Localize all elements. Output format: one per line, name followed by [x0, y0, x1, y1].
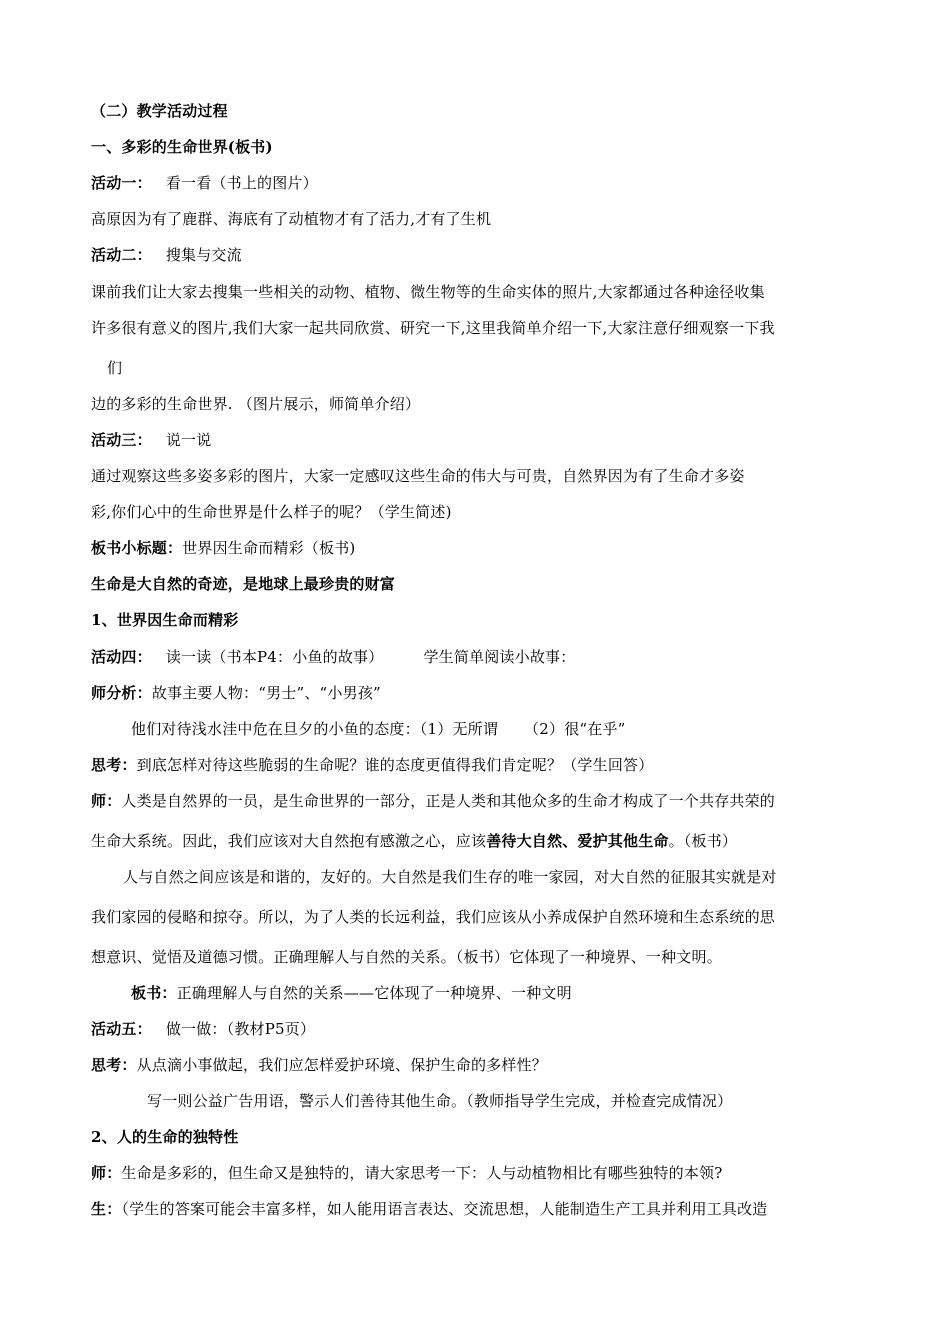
board-subtitle-text: 世界因生命而精彩（板书) — [182, 539, 356, 557]
activity-four-text: 读一读（书本P4：小鱼的故事） — [165, 648, 384, 666]
teacher-one-text: 人类是自然界的一员，是生命世界的一部分，正是人类和其他众多的生命才构成了一个共存共荣的 — [121, 792, 776, 810]
activity-three-text: 说一说 — [165, 431, 212, 449]
paragraph-life-system — [91, 831, 737, 851]
paragraph-observe-line-2: 彩,你们心中的生命世界是什么样子的呢？（学生简述) — [91, 503, 452, 521]
teacher-two — [91, 1163, 722, 1183]
activity-four-extra: 学生简单阅读小故事： — [423, 648, 576, 666]
section-title: （二）教学活动过程 — [91, 102, 228, 120]
activity-five — [91, 1019, 315, 1039]
teacher-analysis-label: 师分析： — [91, 684, 152, 702]
paragraph-harmony-line-1: 人与自然之间应该是和谐的，友好的。大自然是我们生存的唯一家园，对大自然的征服其实就是对 — [123, 868, 777, 886]
activity-five-label: 活动五： — [91, 1020, 152, 1038]
paragraph-collect-line-4: 边的多彩的生命世界. （图片展示，师简单介绍） — [91, 395, 421, 413]
activity-one-label: 活动一： — [91, 174, 152, 192]
board-subtitle-label: 板书小标题： — [91, 539, 183, 557]
teacher-two-label: 师： — [91, 1164, 122, 1182]
activity-three-label: 活动三： — [91, 431, 152, 449]
attitude-two: （2）很“在乎” — [524, 720, 626, 738]
paragraph-observe-line-1: 通过观察这些多姿多彩的图片，大家一定感叹这些生命的伟大与可贵，自然界因为有了生命才多姿 — [91, 467, 745, 485]
activity-five-text: 做一做：（教材P5页） — [165, 1020, 316, 1038]
life-system-end: 。（板书） — [668, 832, 738, 850]
board-subtitle — [91, 538, 355, 558]
student-label: 生： — [91, 1200, 122, 1218]
activity-two — [91, 245, 242, 265]
think-two-label: 思考： — [91, 1056, 137, 1074]
board-two-text: 正确理解人与自然的关系——它体现了一种境界、一种文明 — [176, 984, 572, 1002]
think-two — [91, 1055, 547, 1075]
subheading-uniqueness: 2、人的生命的独特性 — [91, 1128, 239, 1146]
teacher-one — [91, 791, 775, 811]
subheading-world-wonderful: 1、世界因生命而精彩 — [91, 611, 239, 629]
student-text: （学生的答案可能会丰富多样，如人能用语言表达、交流思想，人能制造生产工具并利用工具改造 — [121, 1200, 768, 1218]
teacher-one-label: 师： — [91, 792, 122, 810]
paragraph-collect-line-2: 许多很有意义的图片,我们大家一起共同欣赏、研究一下,这里我简单介绍一下,大家注意仔细观察一下我 — [91, 319, 775, 337]
paragraph-plateau: 高原因为有了鹿群、海底有了动植物才有了活力,才有了生机 — [91, 210, 492, 228]
activity-one — [91, 173, 318, 193]
student-answer — [91, 1199, 768, 1219]
activity-four — [91, 647, 575, 667]
paragraph-harmony-line-2: 我们家园的侵略和掠夺。所以，为了人类的长远利益，我们应该从小养成保护自然环境和生态系统的思 — [91, 908, 776, 926]
paragraph-public-ad: 写一则公益广告用语，警示人们善待其他生命。（教师指导学生完成，并检查完成情况） — [147, 1092, 733, 1110]
paragraph-harmony-line-3: 想意识、觉悟及道德习惯。正确理解人与自然的关系。（板书）它体现了一种境界、一种文明。 — [91, 948, 722, 966]
activity-two-text: 搜集与交流 — [165, 246, 242, 264]
activity-four-label: 活动四： — [91, 648, 152, 666]
paragraph-collect-line-1: 课前我们让大家去搜集一些相关的动物、植物、微生物等的生命实体的照片,大家都通过各种途径收集 — [91, 283, 765, 301]
heading-colorful-life-world: 一、多彩的生命世界(板书) — [91, 138, 273, 156]
board-two — [131, 983, 572, 1003]
attitude-line — [131, 719, 626, 739]
attitude-one: 他们对待浅水洼中危在旦夕的小鱼的态度：（1）无所谓 — [131, 720, 499, 738]
teacher-analysis-text: 故事主要人物：“男士”、“小男孩” — [151, 684, 381, 702]
activity-two-label: 活动二： — [91, 246, 152, 264]
think-one-text: 到底怎样对待这些脆弱的生命呢？谁的态度更值得我们肯定呢？（学生回答） — [136, 756, 654, 774]
teacher-two-text: 生命是多彩的，但生命又是独特的，请大家思考一下：人与动植物相比有哪些独特的本领? — [121, 1164, 723, 1182]
activity-one-text: 看一看（书上的图片） — [165, 174, 318, 192]
think-one — [91, 755, 653, 775]
life-system-text: 生命大系统。因此，我们应该对大自然抱有感激之心，应该 — [91, 832, 487, 850]
life-miracle-line: 生命是大自然的奇迹，是地球上最珍贵的财富 — [91, 575, 396, 593]
activity-three — [91, 430, 211, 450]
think-two-text: 从点滴小事做起，我们应怎样爱护环境、保护生命的多样性？ — [136, 1056, 548, 1074]
life-system-bold: 善待大自然、爱护其他生命 — [486, 832, 669, 850]
teacher-analysis — [91, 683, 381, 703]
think-one-label: 思考： — [91, 756, 137, 774]
board-two-label: 板书： — [131, 984, 177, 1002]
paragraph-collect-line-3: 们 — [107, 359, 123, 377]
